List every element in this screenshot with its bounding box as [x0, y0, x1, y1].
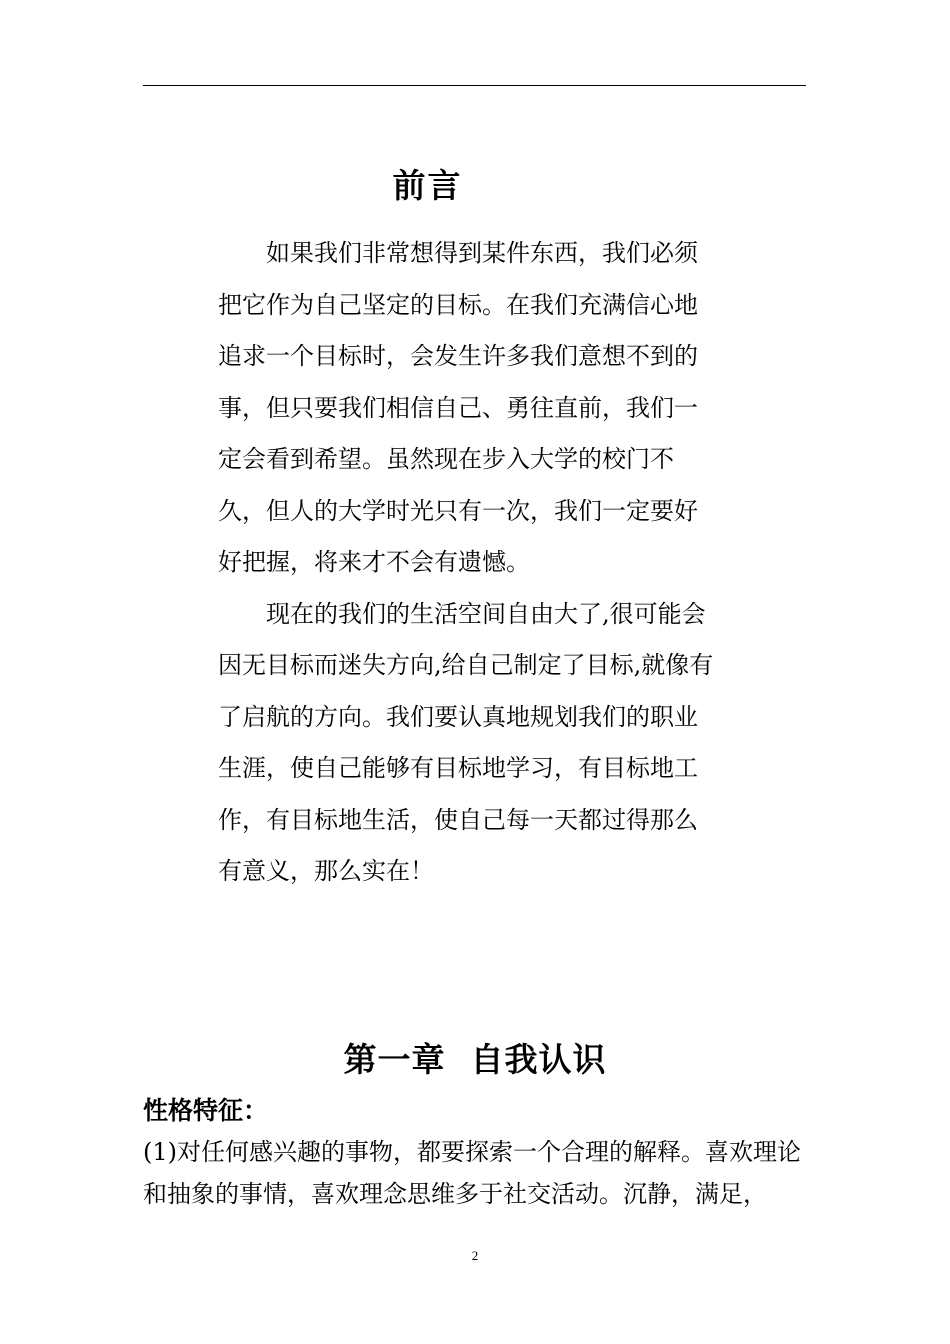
header-rule: [143, 85, 806, 86]
chapter-title: 第一章 自我认识: [343, 1040, 607, 1079]
section-body: [143, 1131, 811, 1215]
preface-title: 前言: [392, 166, 463, 205]
section-heading: 性格特征：: [143, 1096, 269, 1125]
preface-paragraph: 现在的我们的生活空间自由大了,很可能会因无目标而迷失方向,给自己制定了目标,就像有了启航的方向。我们要认真地规划我们的职业生涯，使自己能够有目标地学习，有目标地工作，有目标地生活，使自己每一天都过得那么有意义，那么实在！: [218, 599, 714, 885]
preface-paragraph: 如果我们非常想得到某件东西，我们必须把它作为自己坚定的目标。在我们充满信心地追求一个目标时，会发生许多我们意想不到的事，但只要我们相信自己、勇往直前，我们一定会看到希望。虽然现在步入大学的校门不久，但人的大学时光只有一次，我们一定要好好把握，将来才不会有遗憾。: [218, 239, 698, 576]
section-paragraph: (1)对任何感兴趣的事物，都要探索一个合理的解释。喜欢理论和抽象的事情，喜欢理念思维多于社交活动。沉静，满足，: [143, 1138, 801, 1208]
page-number: 2: [471, 1248, 479, 1263]
preface-body: [218, 228, 718, 898]
